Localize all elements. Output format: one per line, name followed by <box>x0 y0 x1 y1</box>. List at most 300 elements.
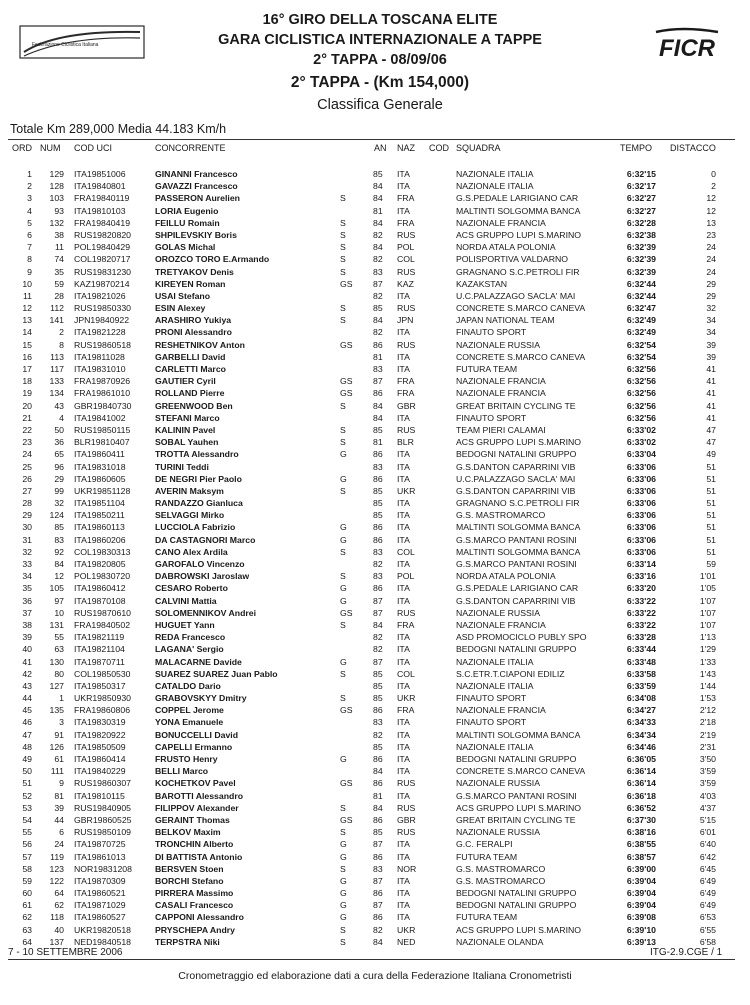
team: U.C.PALAZZAGO SACLA' MAI <box>456 290 576 301</box>
rank: 45 <box>22 705 32 716</box>
birth-year: 87 <box>373 607 383 618</box>
table-row <box>0 558 750 570</box>
birth-year: 87 <box>373 278 383 289</box>
gap: 1'07 <box>699 607 716 618</box>
category: G <box>340 888 347 899</box>
rank: 31 <box>22 534 32 545</box>
time: 6:33'02 <box>626 437 656 448</box>
uci-code: RUS19870610 <box>74 607 131 618</box>
bib-number: 63 <box>54 644 64 655</box>
gap: 39 <box>706 351 716 362</box>
stage-distance: 2° TAPPA - (Km 154,000) <box>290 74 470 91</box>
nationality: COL <box>397 668 415 679</box>
uci-code: ITA19850317 <box>74 680 126 691</box>
nationality: GBR <box>397 814 416 825</box>
birth-year: 87 <box>373 900 383 911</box>
birth-year: 86 <box>373 851 383 862</box>
time: 6:39'04 <box>626 900 656 911</box>
nationality: ITA <box>397 900 410 911</box>
birth-year: 81 <box>373 351 383 362</box>
table-row <box>0 656 750 668</box>
nationality: ITA <box>397 680 410 691</box>
ficr-logo-text: FICR <box>659 35 715 60</box>
birth-year: 87 <box>373 376 383 387</box>
team: BEDOGNI NATALINI GRUPPO <box>456 449 577 460</box>
table-row <box>0 643 750 655</box>
uci-code: ITA19860605 <box>74 473 126 484</box>
col-cod: COD <box>429 143 449 153</box>
table-row <box>0 595 750 607</box>
team: GRAGNANO S.C.PETROLI FIR <box>456 266 580 277</box>
nationality: FRA <box>397 217 415 228</box>
category: S <box>340 924 346 935</box>
team: S.C.ETR.T.CIAPONI EDILIZ <box>456 668 565 679</box>
nationality: ITA <box>397 205 410 216</box>
nationality: ITA <box>397 644 410 655</box>
bib-number: 11 <box>54 242 64 253</box>
team: ACS GRUPPO LUPI S.MARINO <box>456 229 582 240</box>
team: NAZIONALE RUSSIA <box>456 607 540 618</box>
team: ACS GRUPPO LUPI S.MARINO <box>456 802 582 813</box>
table-row <box>0 339 750 351</box>
rank: 27 <box>22 485 32 496</box>
rider-name: USAI Stefano <box>155 290 211 301</box>
rider-name: TRETYAKOV Denis <box>155 266 234 277</box>
table-row <box>0 314 750 326</box>
nationality: KAZ <box>397 278 414 289</box>
rider-name: SELVAGGI Mirko <box>155 510 225 521</box>
birth-year: 82 <box>373 924 383 935</box>
uci-code: FRA19861010 <box>74 388 131 399</box>
rider-name: GREENWOOD Ben <box>155 400 233 411</box>
time: 6:32'28 <box>626 217 656 228</box>
federation-logo <box>18 22 146 62</box>
bib-number: 96 <box>54 461 64 472</box>
gap: 51 <box>706 522 716 533</box>
birth-year: 83 <box>373 571 383 582</box>
team: ACS GRUPPO LUPI S.MARINO <box>456 924 582 935</box>
category: G <box>340 900 347 911</box>
event-subtitle: GARA CICLISTICA INTERNAZIONALE A TAPPE <box>218 32 542 48</box>
bib-number: 12 <box>54 571 64 582</box>
bib-number: 43 <box>54 400 64 411</box>
category: S <box>340 303 346 314</box>
team: NAZIONALE FRANCIA <box>456 705 546 716</box>
uci-code: RUS19860307 <box>74 778 131 789</box>
rank: 57 <box>22 851 32 862</box>
bib-number: 93 <box>54 205 64 216</box>
birth-year: 86 <box>373 449 383 460</box>
category: S <box>340 619 346 630</box>
rank: 10 <box>22 278 32 289</box>
birth-year: 82 <box>373 644 383 655</box>
uci-code: BLR19810407 <box>74 437 130 448</box>
gap: 34 <box>706 315 716 326</box>
category: GS <box>340 607 353 618</box>
rider-name: CANO Alex Ardila <box>155 546 228 557</box>
time: 6:32'56 <box>626 364 656 374</box>
bib-number: 3 <box>59 717 64 728</box>
uci-code: COL19850530 <box>74 668 131 679</box>
uci-code: ITA19821228 <box>74 327 126 338</box>
bib-number: 131 <box>49 619 64 630</box>
time: 6:39'00 <box>626 863 656 874</box>
bib-number: 128 <box>49 181 64 192</box>
rider-name: ROLLAND Pierre <box>155 388 225 399</box>
rider-name: TERPSTRA Niki <box>155 936 220 947</box>
time: 6:33'02 <box>626 424 656 435</box>
bib-number: 1 <box>59 693 64 704</box>
bib-number: 62 <box>54 900 64 911</box>
nationality: ITA <box>397 461 410 472</box>
rank: 59 <box>22 875 32 886</box>
event-title: 16° GIRO DELLA TOSCANA ELITE <box>262 12 498 28</box>
time: 6:32'27 <box>626 205 656 216</box>
nationality: GBR <box>397 400 416 411</box>
birth-year: 83 <box>373 717 383 728</box>
gap: 23 <box>706 229 716 240</box>
gap: 6'40 <box>699 839 716 850</box>
rank: 51 <box>22 778 32 789</box>
category: S <box>340 546 346 557</box>
time: 6:33'06 <box>626 522 656 533</box>
uci-code: GBR19860525 <box>74 814 132 825</box>
team: NAZIONALE FRANCIA <box>456 217 546 228</box>
nationality: FRA <box>397 619 415 630</box>
nationality: RUS <box>397 266 416 277</box>
nationality: ITA <box>397 510 410 521</box>
table-row <box>0 448 750 460</box>
bib-number: 80 <box>54 668 64 679</box>
rank: 11 <box>22 290 32 301</box>
bib-number: 123 <box>49 863 64 874</box>
table-row <box>0 205 750 217</box>
table-row <box>0 582 750 594</box>
time: 6:34'33 <box>626 717 656 728</box>
time: 6:39'04 <box>626 875 656 886</box>
team: U.C.PALAZZAGO SACLA' MAI <box>456 473 576 484</box>
time: 6:33'22 <box>626 619 656 630</box>
nationality: ITA <box>397 912 410 923</box>
nationality: RUS <box>397 802 416 813</box>
table-row <box>0 741 750 753</box>
table-row <box>0 826 750 838</box>
team: G.S.DANTON CAPARRINI VIB <box>456 595 576 606</box>
uci-code: KAZ19870214 <box>74 278 130 289</box>
team: NORDA ATALA POLONIA <box>456 571 556 582</box>
rank: 35 <box>22 583 32 594</box>
team: NAZIONALE ITALIA <box>456 656 534 667</box>
rank: 61 <box>22 900 32 911</box>
rider-name: COPPEL Jerome <box>155 705 224 716</box>
birth-year: 85 <box>373 827 383 838</box>
rank: 53 <box>22 802 32 813</box>
rank: 33 <box>22 559 32 569</box>
rider-name: BONUCCELLI David <box>155 729 239 740</box>
rider-name: PIRRERA Massimo <box>155 888 234 899</box>
rank: 47 <box>22 729 32 740</box>
birth-year: 85 <box>373 485 383 496</box>
rank: 6 <box>27 229 32 240</box>
category: S <box>340 254 346 265</box>
bib-number: 127 <box>49 680 64 691</box>
gap: 51 <box>706 534 716 545</box>
team: BEDOGNI NATALINI GRUPPO <box>456 644 577 655</box>
nationality: FRA <box>397 705 415 716</box>
table-row <box>0 534 750 546</box>
uci-code: FRA19840502 <box>74 619 131 630</box>
rider-name: SHPILEVSKIY Boris <box>155 229 237 240</box>
team: MALTINTI SOLGOMMA BANCA <box>456 205 581 216</box>
time: 6:38'55 <box>626 839 656 850</box>
nationality: ITA <box>397 412 410 423</box>
category: G <box>340 912 347 923</box>
col-ord: ORD <box>12 143 32 153</box>
rank: 40 <box>22 644 32 655</box>
rank: 1 <box>27 169 32 179</box>
bib-number: 141 <box>49 315 64 326</box>
rank: 34 <box>22 571 32 582</box>
category: S <box>340 485 346 496</box>
rank: 8 <box>27 254 32 265</box>
bib-number: 24 <box>54 839 64 850</box>
gap: 6'45 <box>699 863 716 874</box>
gap: 51 <box>706 485 716 496</box>
team: ACS GRUPPO LUPI S.MARINO <box>456 437 582 448</box>
rank: 7 <box>27 242 32 253</box>
gap: 41 <box>706 376 716 387</box>
time: 6:34'08 <box>626 693 656 704</box>
rank: 55 <box>22 827 32 838</box>
time: 6:36'14 <box>626 766 656 777</box>
rank: 29 <box>22 510 32 521</box>
uci-code: ITA19811028 <box>74 351 125 362</box>
nationality: ITA <box>397 839 410 850</box>
time: 6:32'56 <box>626 400 656 411</box>
table-row <box>0 509 750 521</box>
bib-number: 133 <box>49 376 64 387</box>
rider-name: BERSVEN Stoen <box>155 863 224 874</box>
rank: 25 <box>22 461 32 472</box>
footer-divider <box>8 959 735 960</box>
time: 6:34'27 <box>626 705 656 716</box>
bib-number: 134 <box>49 388 64 399</box>
rider-name: SOLOMENNIKOV Andrei <box>155 607 257 618</box>
nationality: RUS <box>397 424 416 435</box>
nationality: ITA <box>397 522 410 533</box>
bib-number: 85 <box>54 522 64 533</box>
birth-year: 86 <box>373 912 383 923</box>
table-row <box>0 217 750 229</box>
uci-code: ITA19860206 <box>74 534 126 545</box>
team: G.S.PEDALE LARIGIANO CAR <box>456 193 579 204</box>
gap: 51 <box>706 498 716 509</box>
nationality: ITA <box>397 169 410 179</box>
category: G <box>340 851 347 862</box>
uci-code: GBR19840730 <box>74 400 132 411</box>
uci-code: POL19830720 <box>74 571 131 582</box>
nationality: RUS <box>397 229 416 240</box>
uci-code: RUS19850109 <box>74 827 131 838</box>
time: 6:32'56 <box>626 376 656 387</box>
team: G.C. FERALPI <box>456 839 513 850</box>
rank: 63 <box>22 924 32 935</box>
team: BEDOGNI NATALINI GRUPPO <box>456 900 577 911</box>
table-row <box>0 473 750 485</box>
rank: 18 <box>22 376 32 387</box>
rank: 36 <box>22 595 32 606</box>
gap: 6'42 <box>699 851 716 862</box>
team: FINAUTO SPORT <box>456 327 527 338</box>
category: GS <box>340 339 353 350</box>
birth-year: 82 <box>373 229 383 240</box>
team: G.S.MARCO PANTANI ROSINI <box>456 559 577 569</box>
category: S <box>340 217 346 228</box>
gap: 2 <box>711 181 716 192</box>
birth-year: 83 <box>373 266 383 277</box>
time: 6:34'46 <box>626 741 656 752</box>
table-row <box>0 899 750 911</box>
time: 6:33'04 <box>626 449 656 460</box>
time: 6:33'06 <box>626 498 656 509</box>
rider-name: CAPELLI Ermanno <box>155 741 233 752</box>
rider-name: GAVAZZI Francesco <box>155 181 238 192</box>
category: S <box>340 802 346 813</box>
time: 6:33'06 <box>626 534 656 545</box>
category: G <box>340 839 347 850</box>
uci-code: UKR19851128 <box>74 485 131 496</box>
time: 6:39'10 <box>626 924 656 935</box>
rider-name: GAUTIER Cyril <box>155 376 216 387</box>
bib-number: 99 <box>54 485 64 496</box>
birth-year: 86 <box>373 814 383 825</box>
nationality: RUS <box>397 827 416 838</box>
federation-logo-text: Federazione Ciclistica Italiana <box>32 42 99 48</box>
rank: 43 <box>22 680 32 691</box>
gap: 3'50 <box>699 754 716 764</box>
gap: 1'29 <box>699 644 716 655</box>
nationality: POL <box>397 242 415 253</box>
col-concorrente: CONCORRENTE <box>155 143 226 153</box>
category: G <box>340 449 347 460</box>
table-row <box>0 619 750 631</box>
table-row <box>0 302 750 314</box>
table-row <box>0 497 750 509</box>
rank: 2 <box>27 181 32 192</box>
bib-number: 28 <box>54 290 64 301</box>
time: 6:33'28 <box>626 632 656 643</box>
team: NAZIONALE ITALIA <box>456 181 534 192</box>
birth-year: 84 <box>373 181 383 192</box>
rider-name: DE NEGRI Pier Paolo <box>155 473 242 484</box>
nationality: COL <box>397 254 415 265</box>
team: CONCRETE S.MARCO CANEVA <box>456 303 586 314</box>
rank: 50 <box>22 766 32 777</box>
time: 6:32'56 <box>626 388 656 399</box>
uci-code: ITA19831018 <box>74 461 126 472</box>
nationality: FRA <box>397 388 415 399</box>
rider-name: LAGANA' Sergio <box>155 644 224 655</box>
team: G.S.DANTON CAPARRINI VIB <box>456 461 576 472</box>
gap: 2'31 <box>699 741 716 752</box>
time: 6:38'16 <box>626 827 656 838</box>
time: 6:32'49 <box>626 315 656 326</box>
uci-code: COL19820717 <box>74 254 131 265</box>
bib-number: 130 <box>49 656 64 667</box>
time: 6:33'06 <box>626 473 656 484</box>
uci-code: UKR19820518 <box>74 924 131 935</box>
birth-year: 84 <box>373 619 383 630</box>
nationality: FRA <box>397 376 415 387</box>
bib-number: 36 <box>54 437 64 448</box>
table-row <box>0 777 750 789</box>
gap: 1'44 <box>699 680 716 691</box>
birth-year: 85 <box>373 169 383 179</box>
rank: 23 <box>22 437 32 448</box>
uci-code: RUS19820820 <box>74 229 131 240</box>
bib-number: 119 <box>50 851 64 862</box>
table-row <box>0 241 750 253</box>
rank: 62 <box>22 912 32 923</box>
birth-year: 81 <box>373 437 383 448</box>
nationality: FRA <box>397 193 415 204</box>
gap: 4'03 <box>699 790 716 801</box>
bib-number: 55 <box>54 632 64 643</box>
gap: 41 <box>706 388 716 399</box>
uci-code: ITA19860521 <box>74 888 126 899</box>
gap: 1'33 <box>699 656 716 667</box>
time: 6:39'13 <box>626 936 656 947</box>
rank: 24 <box>22 449 32 460</box>
gap: 47 <box>706 424 716 435</box>
col-tempo: TEMPO <box>620 143 653 153</box>
time: 6:33'06 <box>626 546 656 557</box>
nationality: ITA <box>397 729 410 740</box>
uci-code: UKR19850930 <box>74 693 131 704</box>
rider-name: CAPPONI Alessandro <box>155 912 244 923</box>
table-row <box>0 412 750 424</box>
bib-number: 124 <box>49 510 64 521</box>
team: G.S.MARCO PANTANI ROSINI <box>456 790 577 801</box>
birth-year: 84 <box>373 400 383 411</box>
category: G <box>340 534 347 545</box>
gap: 51 <box>706 510 716 521</box>
table-row <box>0 461 750 473</box>
birth-year: 86 <box>373 522 383 533</box>
team: MALTINTI SOLGOMMA BANCA <box>456 522 581 533</box>
rank: 64 <box>22 936 32 947</box>
team: NAZIONALE FRANCIA <box>456 388 546 399</box>
team: TEAM PIERI CALAMAI <box>456 424 546 435</box>
category: S <box>340 424 346 435</box>
classification-table <box>0 168 750 948</box>
rank: 3 <box>27 193 32 204</box>
time: 6:33'20 <box>626 583 656 594</box>
table-row <box>0 838 750 850</box>
birth-year: 84 <box>373 936 383 947</box>
gap: 29 <box>706 278 716 289</box>
gap: 51 <box>706 473 716 484</box>
uci-code: ITA19851006 <box>74 169 126 179</box>
team: NAZIONALE ITALIA <box>456 169 534 179</box>
category: S <box>340 936 346 947</box>
table-row <box>0 704 750 716</box>
table-row <box>0 546 750 558</box>
team: ASD PROMOCICLO PUBLY SPO <box>456 632 587 643</box>
bib-number: 44 <box>54 814 64 825</box>
category: G <box>340 595 347 606</box>
rider-name: ESIN Alexey <box>155 303 206 314</box>
